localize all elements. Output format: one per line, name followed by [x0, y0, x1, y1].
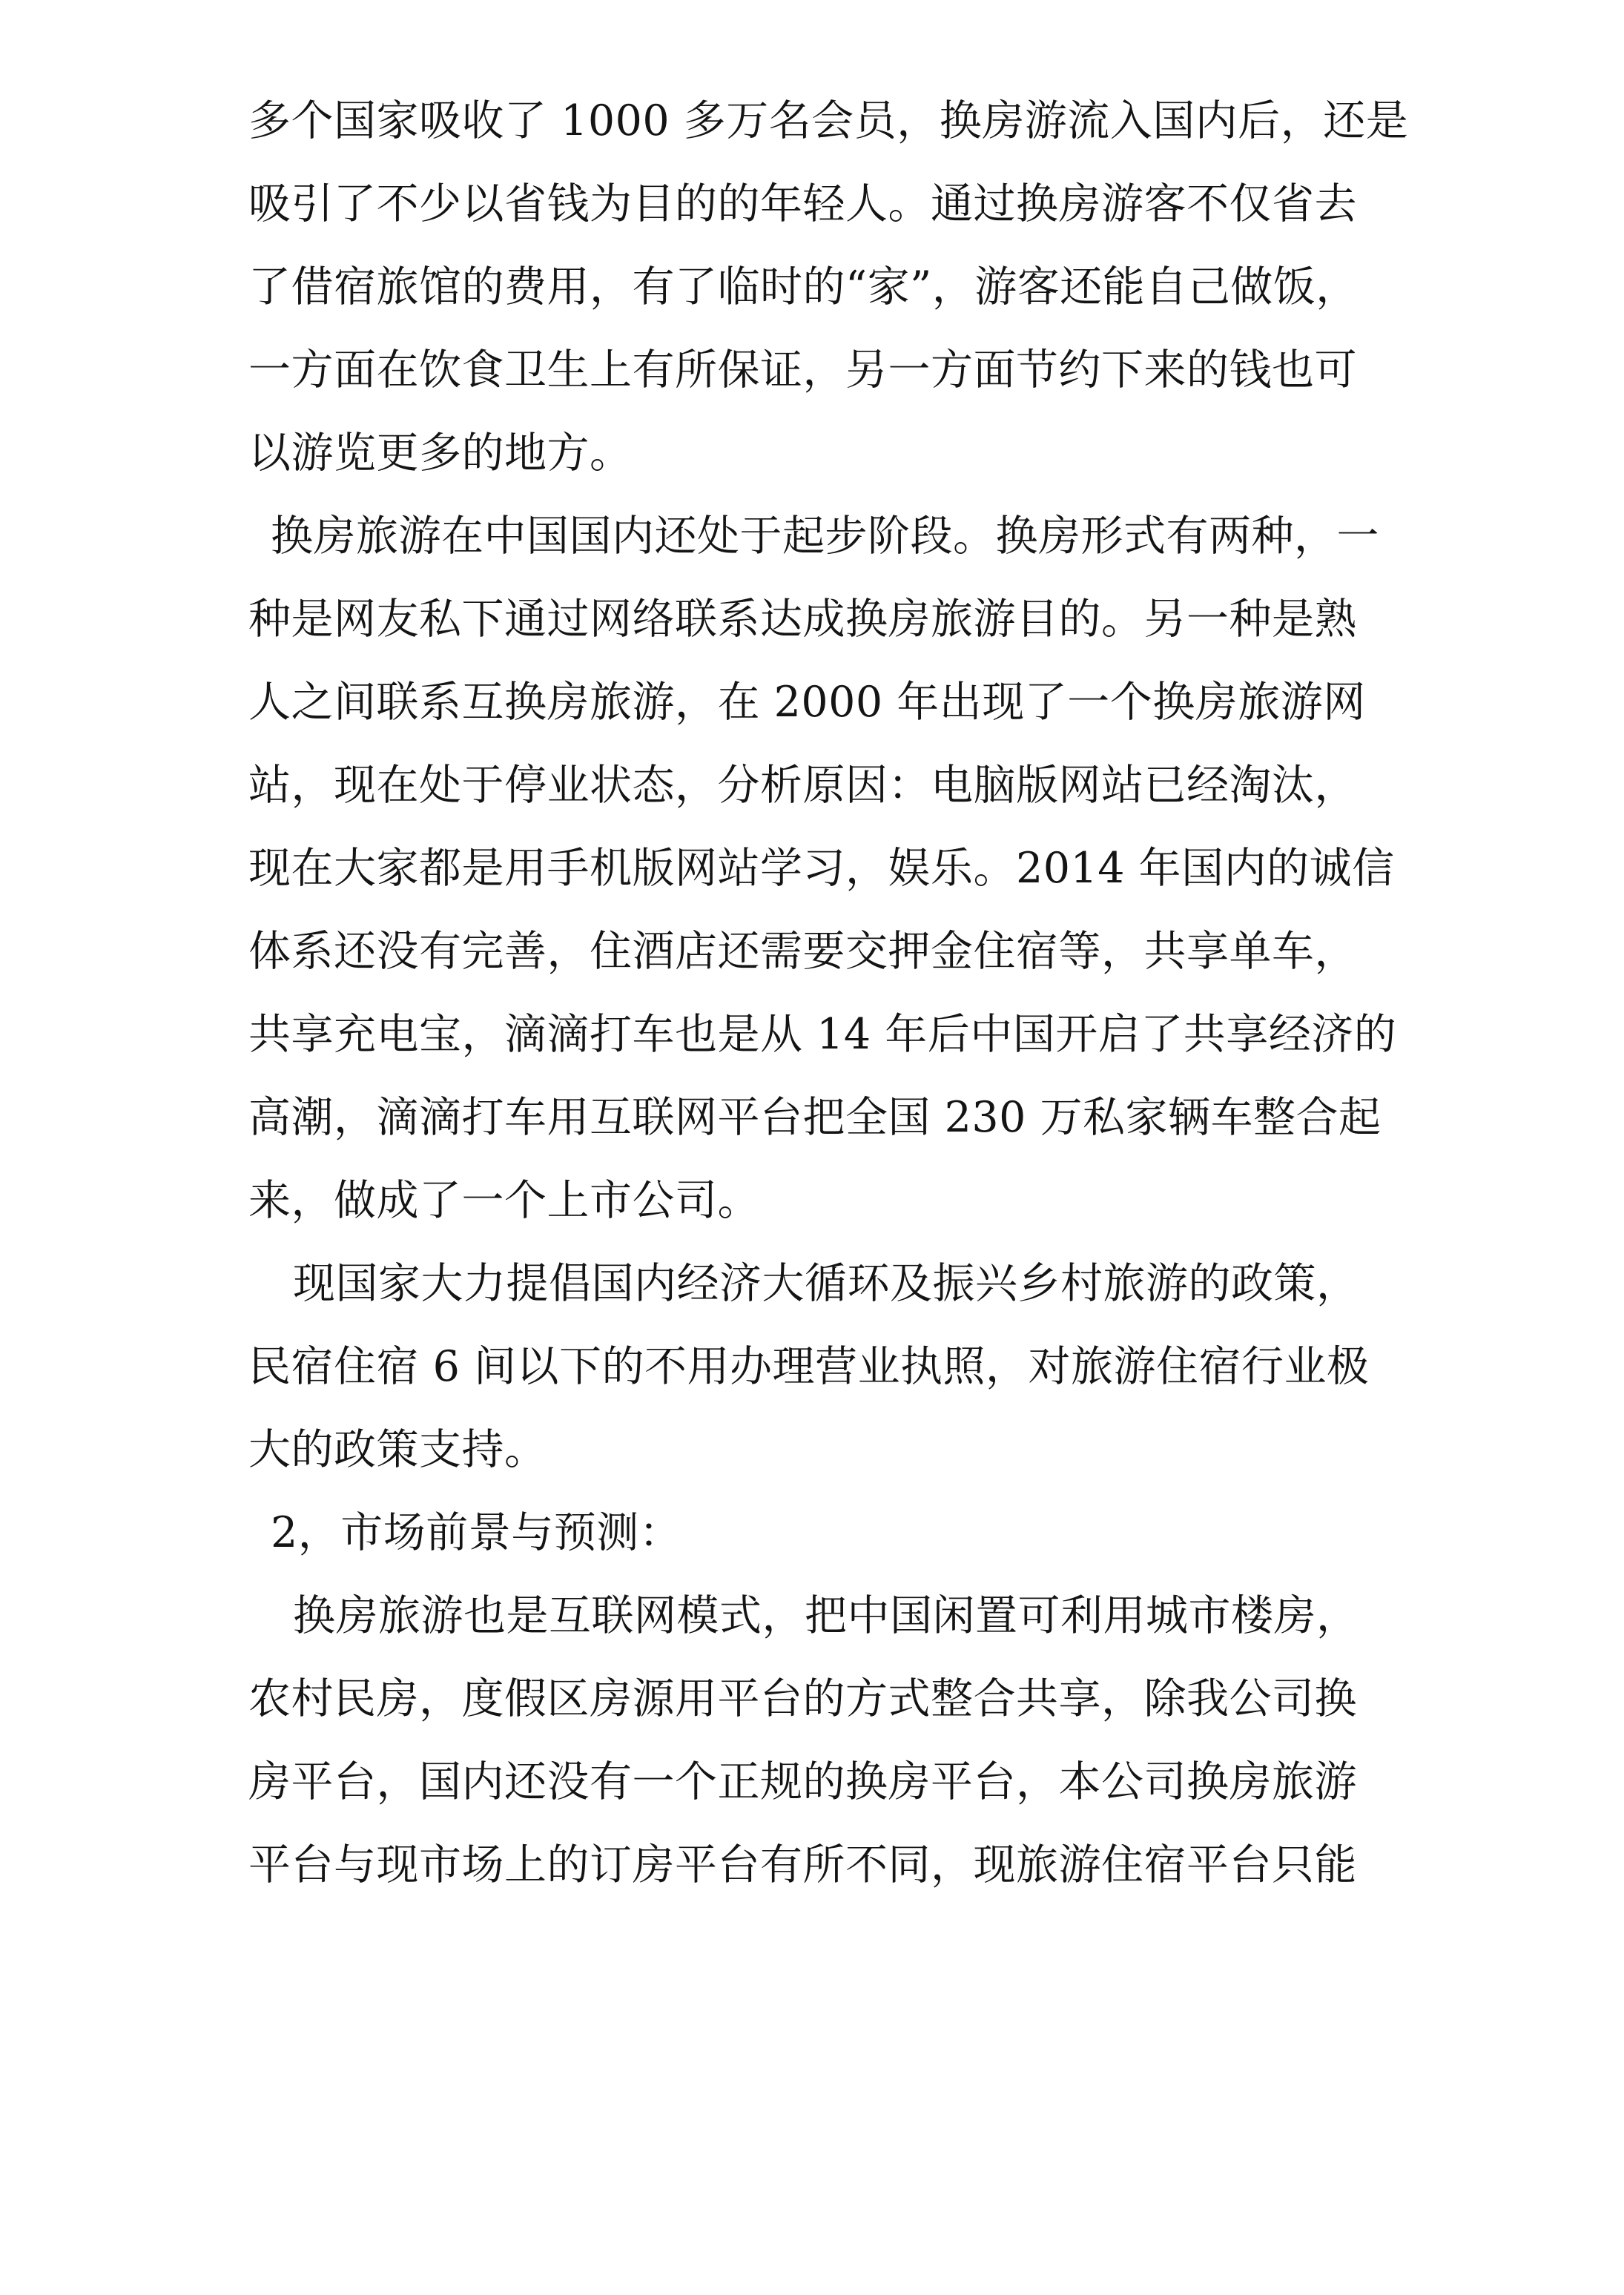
text-line: 人之间联系互换房旅游，在 2000 年出现了一个换房旅游网 [248, 678, 1366, 727]
text-line: 共享充电宝，滴滴打车也是从 14 年后中国开启了共享经济的 [248, 1010, 1397, 1059]
text-line: 以游览更多的地方。 [248, 429, 633, 478]
paragraph-start-line: 换房旅游也是互联网模式，把中国闲置可利用城市楼房， [293, 1591, 1359, 1640]
text-line: 种是网友私下通过网络联系达成换房旅游目的。另一种是熟 [248, 595, 1357, 644]
text-line: 高潮，滴滴打车用互联网平台把全国 230 万私家辆车整合起 [248, 1093, 1382, 1142]
paragraph-start-line: 换房旅游在中国国内还处于起步阶段。换房形式有两种，一 [271, 512, 1379, 561]
text-line: 房平台，国内还没有一个正规的换房平台，本公司换房旅游 [248, 1757, 1357, 1806]
text-line: 多个国家吸收了 1000 多万名会员，换房游流入国内后，还是 [248, 96, 1409, 145]
text-line: 一方面在饮食卫生上有所保证，另一方面节约下来的钱也可 [248, 346, 1357, 394]
text-line: 平台与现市场上的订房平台有所不同，现旅游住宿平台只能 [248, 1840, 1357, 1889]
text-line: 民宿住宿 6 间以下的不用办理营业执照，对旅游住宿行业极 [248, 1342, 1370, 1391]
text-line: 农村民房，度假区房源用平台的方式整合共享，除我公司换 [248, 1674, 1357, 1723]
section-heading: 2，市场前景与预测： [271, 1508, 682, 1557]
paragraph-start-line: 现国家大力提倡国内经济大循环及振兴乡村旅游的政策， [293, 1259, 1359, 1308]
text-line: 来，做成了一个上市公司。 [248, 1176, 760, 1225]
text-line: 站，现在处于停业状态，分析原因：电脑版网站已经淘汰， [248, 761, 1357, 810]
text-line: 体系还没有完善，住酒店还需要交押金住宿等，共享单车， [248, 927, 1357, 976]
text-line: 大的政策支持。 [248, 1425, 547, 1474]
text-line: 了借宿旅馆的费用，有了临时的“家”，游客还能自己做饭， [248, 262, 1359, 311]
text-line: 吸引了不少以省钱为目的的年轻人。通过换房游客不仅省去 [248, 179, 1357, 228]
text-line: 现在大家都是用手机版网站学习，娱乐。2014 年国内的诚信 [248, 844, 1395, 893]
